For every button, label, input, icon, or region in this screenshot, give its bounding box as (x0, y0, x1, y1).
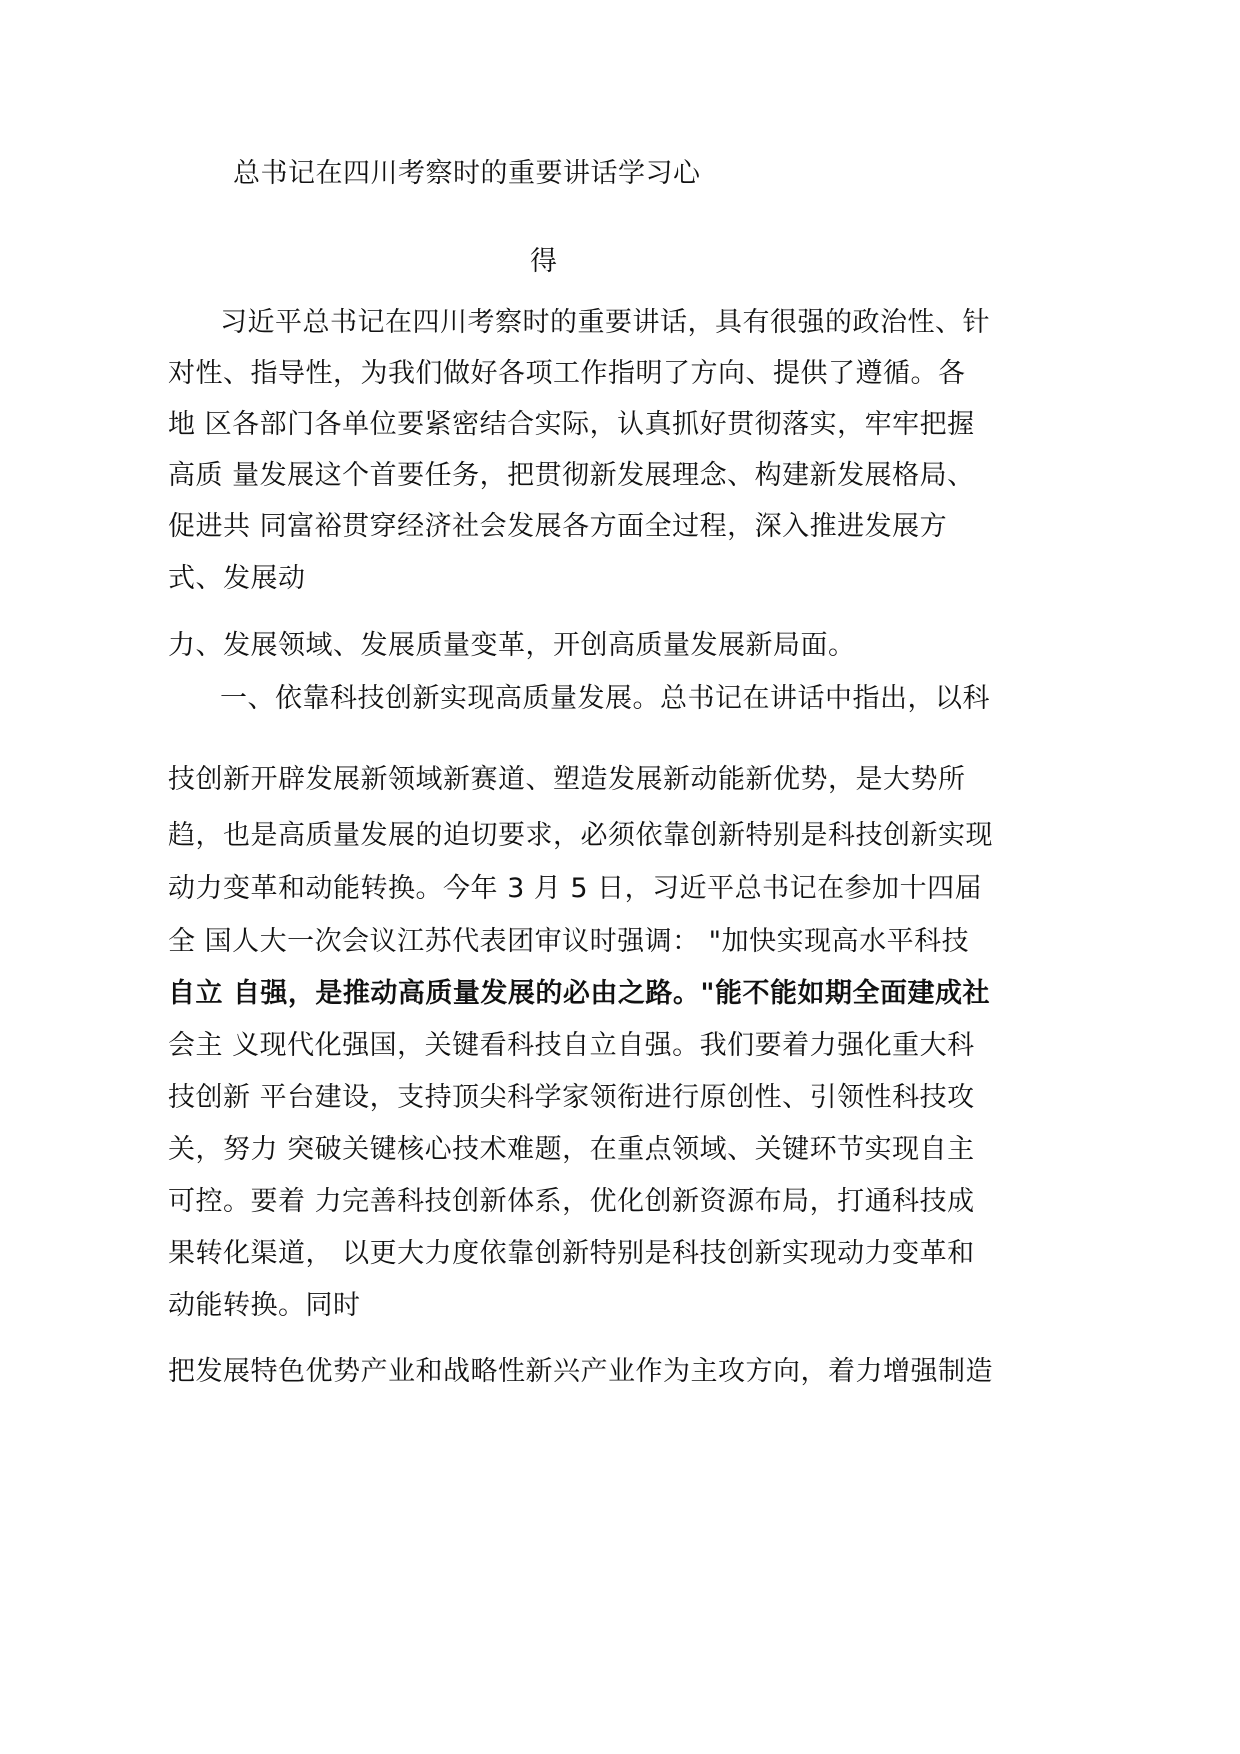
paragraph-line-2: 对性、指导性，为我们做好各项工作指明了方向、提供了遵循。各 (168, 358, 966, 389)
paragraph-line-17: 可控。要着 力完善科技创新体系，优化创新资源布局，打通科技成 (168, 1186, 975, 1217)
paragraph-line-16: 关，努力 突破关键核心技术难题，在重点领域、关键环节实现自主 (168, 1134, 975, 1165)
document-title-line-2: 得 (530, 246, 558, 277)
paragraph-line-10: 趋，也是高质量发展的迫切要求，必须依靠创新特别是科技创新实现 (168, 820, 993, 851)
paragraph-line-14: 会主 义现代化强国，关键看科技自立自强。我们要着力强化重大科 (168, 1030, 975, 1061)
paragraph-line-12: 全 国人大一次会议江苏代表团审议时强调： "加快实现高水平科技 (168, 926, 970, 957)
section-heading-line: 一、依靠科技创新实现高质量发展。总书记在讲话中指出，以科 (220, 683, 990, 714)
paragraph-line-9: 技创新开辟发展新领域新赛道、塑造发展新动能新优势，是大势所 (168, 764, 966, 795)
paragraph-line-20: 把发展特色优势产业和战略性新兴产业作为主攻方向，着力增强制造 (168, 1356, 993, 1387)
quote-line: 自立 自强，是推动高质量发展的必由之路。"能不能如期全面建成社 (168, 978, 990, 1009)
document-title-line-1: 总书记在四川考察时的重要讲话学习心 (233, 158, 701, 189)
paragraph-line-11: 动力变革和动能转换。今年 3 月 5 日，习近平总书记在参加十四届 (168, 873, 983, 904)
paragraph-line-15: 技创新 平台建设，支持顶尖科学家领衔进行原创性、引领性科技攻 (168, 1082, 975, 1113)
paragraph-line-5: 促进共 同富裕贯穿经济社会发展各方面全过程，深入推进发展方 (168, 511, 948, 542)
paragraph-line-3: 地 区各部门各单位要紧密结合实际，认真抓好贯彻落实，牢牢把握 (168, 409, 975, 440)
paragraph-line-6: 式、发展动 (168, 563, 306, 594)
paragraph-line-18: 果转化渠道， 以更大力度依靠创新特别是科技创新实现动力变革和 (168, 1238, 975, 1269)
paragraph-line-4: 高质 量发展这个首要任务，把贯彻新发展理念、构建新发展格局、 (168, 460, 975, 491)
paragraph-line-7: 力、发展领域、发展质量变革，开创高质量发展新局面。 (168, 630, 856, 661)
paragraph-line-1: 习近平总书记在四川考察时的重要讲话，具有很强的政治性、针 (220, 307, 990, 338)
paragraph-line-19: 动能转换。同时 (168, 1290, 361, 1321)
